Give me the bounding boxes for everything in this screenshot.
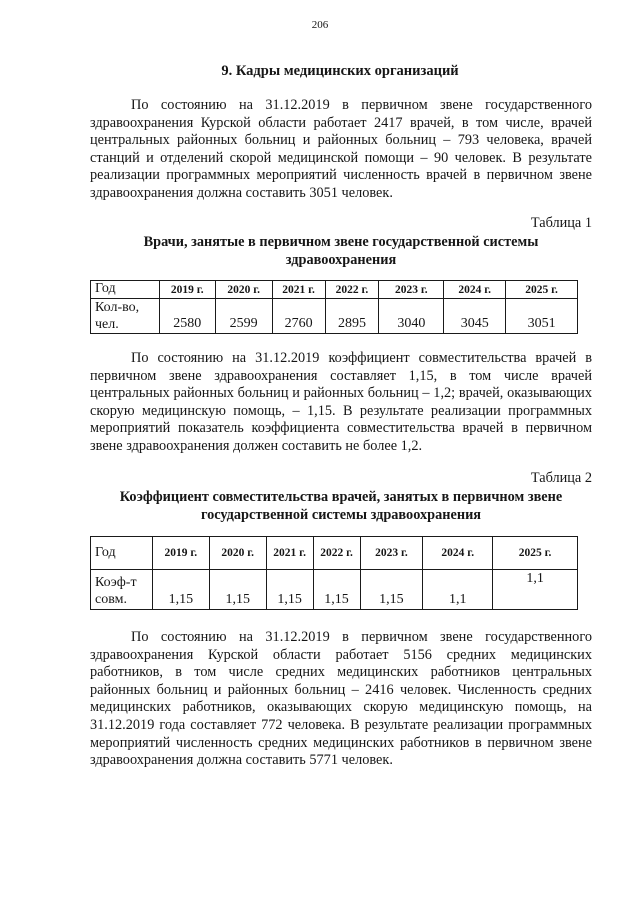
table1-row-label	[91, 299, 160, 334]
table1-header-cell: 2020 г.	[215, 281, 272, 299]
table2-header-row	[91, 537, 578, 570]
table2-value-cell: 1,15	[266, 570, 313, 610]
paragraph-doctors: По состоянию на 31.12.2019 в первичном звене государственного здравоохранения Курской области работает 2417 врачей, в том числе, врачей центральных районных больниц и районных больниц – 793 человека, врачей станций и отделений скорой медицинской помощи – 90 человек. В результате реализации программных мероприятий численность врачей в первичном звене здравоохранения должна составить 3051 человек.	[90, 97, 592, 201]
table2-row-label-line1: Коэф-т	[95, 575, 137, 590]
table2-header-cell: 2019 г.	[152, 537, 209, 570]
table1-value-cell: 2760	[272, 299, 325, 334]
table1-value-cell: 3051	[506, 299, 578, 334]
table2-row-label-line2: совм.	[95, 592, 127, 607]
table1-value-cell: 3045	[444, 299, 506, 334]
paragraph-coefficient: По состоянию на 31.12.2019 коэффициент совместительства врачей в первичном звене здравоохранения составляет 1,15, в том числе врачей центральных районных больниц и районных больниц – 1,2; врачей, оказывающих скорую медицинскую помощь, – 1,15. В результате реализации программных мероприятий показатель коэффициента совместительства врачей в первичном звене здравоохранения должен составить не более 1,2.	[90, 350, 592, 454]
paragraph-nurses: По состоянию на 31.12.2019 в первичном звене государственного здравоохранения Курской области работает 5156 средних медицинских работников, в том числе средних медицинских работников центральных районных больниц и районных больниц – 2416 человек. Численность средних медицинских работников, оказывающих скорую медицинскую помощь, на 31.12.2019 года составляет 772 человека. В результате реализации программных мероприятий численность средних медицинских работников в первичном звене здравоохранения должна составить 5771 человек.	[90, 629, 592, 769]
table2-header-cell: 2025 г.	[493, 537, 578, 570]
table1-header-cell: 2025 г.	[506, 281, 578, 299]
table1-value-cell: 2580	[159, 299, 215, 334]
table-coefficient	[90, 536, 578, 610]
table2-header-cell: 2022 г.	[313, 537, 360, 570]
table2-value-cell: 1,1	[493, 570, 578, 610]
table1-header-row	[91, 281, 578, 299]
table2-value-cell: 1,15	[152, 570, 209, 610]
table1-value-cell: 2895	[325, 299, 379, 334]
table2-value-cell: 1,1	[423, 570, 493, 610]
table2-row-label	[91, 570, 153, 610]
table2-title: Коэффициент совместительства врачей, занятых в первичном звене государственной системы здравоохранения	[119, 489, 563, 523]
table2-value-cell: 1,15	[360, 570, 423, 610]
table2-label: Таблица 2	[530, 470, 592, 486]
table1-value-cell: 2599	[215, 299, 272, 334]
table1-header-cell: 2024 г.	[444, 281, 506, 299]
table2-header-cell: 2020 г.	[209, 537, 266, 570]
table1-header-cell: 2019 г.	[159, 281, 215, 299]
section-heading: 9. Кадры медицинских организаций	[221, 63, 459, 79]
table1-row-label-line1: Кол-во,	[95, 300, 140, 315]
table2-header-cell: 2023 г.	[360, 537, 423, 570]
table1-header-cell: 2021 г.	[272, 281, 325, 299]
table2-value-cell: 1,15	[209, 570, 266, 610]
page-number: 206	[311, 19, 329, 31]
table2-data-row	[91, 570, 578, 610]
table1-title: Врачи, занятые в первичном звене государственной системы здравоохранения	[143, 234, 539, 268]
table2-header-year: Год	[91, 537, 153, 570]
table1-row-label-line2: чел.	[95, 317, 119, 332]
table1-label: Таблица 1	[530, 215, 592, 231]
table1-value-cell: 3040	[379, 299, 444, 334]
table1-header-cell: 2022 г.	[325, 281, 379, 299]
table2-header-cell: 2024 г.	[423, 537, 493, 570]
table2-header-cell: 2021 г.	[266, 537, 313, 570]
table1-header-year: Год	[91, 281, 160, 299]
table1-data-row	[91, 299, 578, 334]
table1-header-cell: 2023 г.	[379, 281, 444, 299]
table-doctors	[90, 280, 578, 334]
table2-value-cell: 1,15	[313, 570, 360, 610]
